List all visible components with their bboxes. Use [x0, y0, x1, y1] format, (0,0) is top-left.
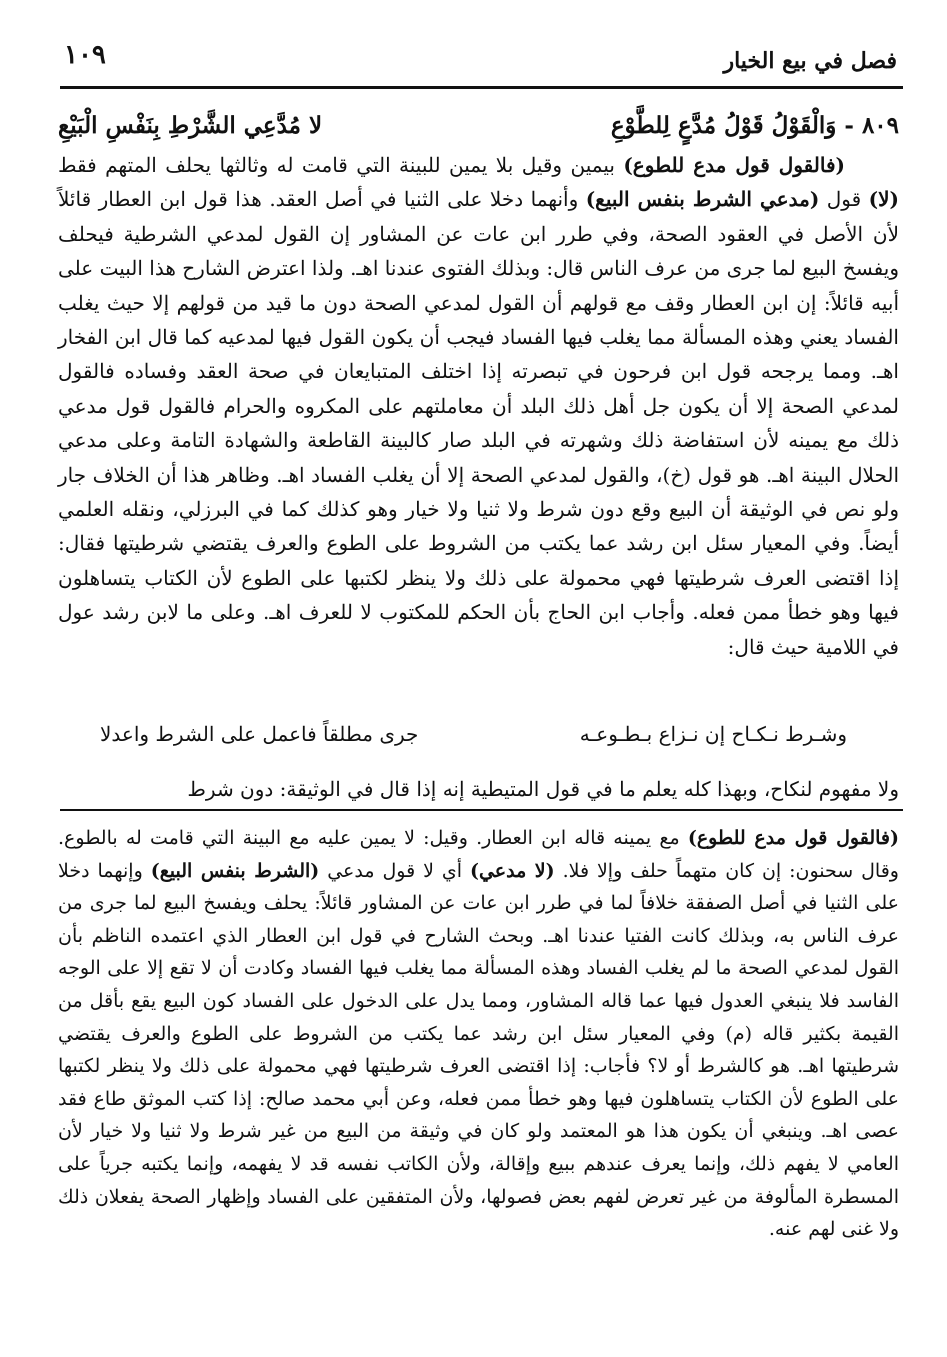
verse-second-hemistich: لا مُدَّعِي الشَّرْطِ بِنَفْسِ الْبَيْعِ [58, 111, 323, 139]
footnote-paragraph [58, 822, 899, 1246]
commentary-text: ، والقول لمدعي الصحة إلا أن يغلب الفساد اهـ. وظاهر هذا أن الخلاف جار ولو نص في الوثيقة أن البيع وقع دون شرط ولا ثنيا ولا خيار وهو كذلك كما في البرزلي، ونقله العلمي أيضاً. وفي المعيار سئل ابن رشد عما يكتب من الشروط على الطوع والعرف يقتضي شرطيتها فقال: إذا اقتضى العرف شرطيتها فهي محمولة على ذلك ولا ينظر لكتبها على الطوع لأن الكتاب يتساهلون فيها وهو خطأ ممن فعله. وأجاب ابن الحاج بأن الحكم للمكتوب لا للعرف اهـ. وعلى ما لابن رشد عول في اللامية حيث قال: [58, 462, 899, 659]
quoted-poem-line [100, 716, 847, 752]
commentary-paragraph: ولا مفهوم لنكاح، وبهذا كله يعلم ما في قول المتيطية إنه إذا قال في الوثيقة: دون شرط [187, 777, 899, 801]
quoted-phrase: (فالقول قول مدع للطوع) [687, 827, 899, 849]
poem-verse [58, 104, 899, 146]
commentary-text: بيمين وقيل بلا يمين للبينة التي قامت له وثالثها يحلف المتهم فقط [58, 153, 624, 177]
verse-number: ٨٠٩ [861, 111, 899, 139]
quoted-phrase: (لا) [868, 187, 899, 212]
commentary-text: قول [819, 187, 869, 212]
header-rule [60, 86, 903, 89]
verse-first-hemistich: ٨٠٩ - وَالْقَوْلُ قَوْلُ مُدَّعٍ لِلطَّوْعِ [610, 111, 899, 139]
footnote-text: مع يمينه قاله ابن العطار. وقيل: لا يمين عليه مع البينة التي قامت له بالطوع. وقال سحنون: إن كان متهماً حلف وإلا فلا. [58, 827, 899, 882]
footnote-text: وإنهما دخلا على الثنيا في أصل الصفقة خلافاً لما في طرر ابن عات عن المشاور قائلاً: يحلف ويفسخ البيع لما جرى من عرف الناس به، وبذلك كانت الفتيا عندنا اهـ. وبحث الشارح في قول ابن العطار الذي اعتمده الناظم بأن القول لمدعي الصحة ما لم يغلب الفساد وهذه المسألة مما يغلب فيها الفساد وكادت أن لا تقع إلا على الوجه الفاسد فلا ينبغي العدول فيها عما قاله المشاور، ومما يدل على الدخول على الفساد كون البيع يقع بأقل من القيمة بكثير قاله (م) وفي المعيار سئل ابن رشد عما يكتب من الشروط على الطوع والعرف يقتضي شرطيتها اهـ. هو كالشرط أو لا؟ فأجاب: إذا اقتضى العرف شرطيتها فهي محمولة على ذلك ولا ينظر لكتبها على الطوع لأن الكتاب يتساهلون فيها وهو خطأ ممن فعله، وعن أبي محمد صالح: إذا كتب الموثق طاع فقد عصى اهـ. وينبغي أن يكون هذا هو المعتمد ولو كان في وثيقة من البيع من غير شرط ولا ثنيا ولا خيار لأن العامي لا يفهم ذلك، وإنما يعرف عندهم ببيع وإقالة، ولأن الكاتب نفسه قد لا يفهمه، وإنما يكتبه جرياً على المسطرة المألوفة من غير تعرض لفهم بعض فصولها، ولأن المتفقين على الفساد وإظهار الصحة يفعلان ذلك ولا غنى لهم عنه. [58, 859, 899, 1241]
footnote-body [58, 822, 899, 1246]
running-header-title: فصل في بيع الخيار [723, 48, 897, 74]
footnote-text: أي لا قول مدعي [319, 859, 470, 882]
page-number: ١٠٩ [64, 40, 106, 70]
quoted-phrase: (خ) [662, 462, 692, 487]
poem-second-hemistich: جرى مطلقاً فاعمل على الشرط واعدلا [100, 722, 419, 746]
commentary-body [58, 148, 899, 664]
footnote-rule [60, 809, 903, 811]
quoted-phrase: (مدعي الشرط بنفس البيع) [585, 187, 820, 212]
quoted-phrase: (لا مدعي) [469, 859, 555, 882]
commentary-paragraph [58, 148, 899, 664]
quoted-phrase: (الشرط بنفس البيع) [150, 859, 320, 882]
commentary-continuation [58, 752, 899, 826]
commentary-text: وأنهما دخلا على الثنيا في أصل العقد. هذا قول ابن العطار قائلاً لأن الأصل في العقود الصحة، وفي طرر ابن عات عن المشاور إن القول لمدعي الشرطية فيحلف ويفسخ البيع لما جرى من عرف الناس قال: وبذلك الفتوى عندنا اهـ. ولذا اعترض الشارح هذا البيت على أبيه قائلاً: إن ابن العطار وقف مع قولهم أن القول لمدعي الصحة دون ما قيد من قولهم إلا حيث يغلب الفساد يعني وهذه المسألة مما يغلب فيها الفساد فيجب أن يكون القول فيها لمدعيه كما قال ابن الفخار اهـ. ومما يرجحه قول ابن فرحون في تبصرته إذا اختلف المتبايعان في صحة العقد وفساده فالقول لمدعي الصحة إلا أن يكون جل أهل ذلك البلد أن معاملتهم على المكروه والحرام فالقول قول مدعي ذلك مع يمينه لأن استفاضة ذلك وشهرته في البلد صار كالبينة القاطعة والشهادة التامة وعلى مدعي الحلال البينة اهـ. هو قول [58, 187, 899, 487]
poem-first-hemistich: وشـرط نـكـاح إن نـزاع بـطـوعـه [579, 722, 847, 746]
quoted-phrase: (فالقول قول مدع للطوع) [623, 153, 845, 177]
verse-first-text: وَالْقَوْلُ قَوْلُ مُدَّعٍ لِلطَّوْعِ [610, 111, 837, 139]
